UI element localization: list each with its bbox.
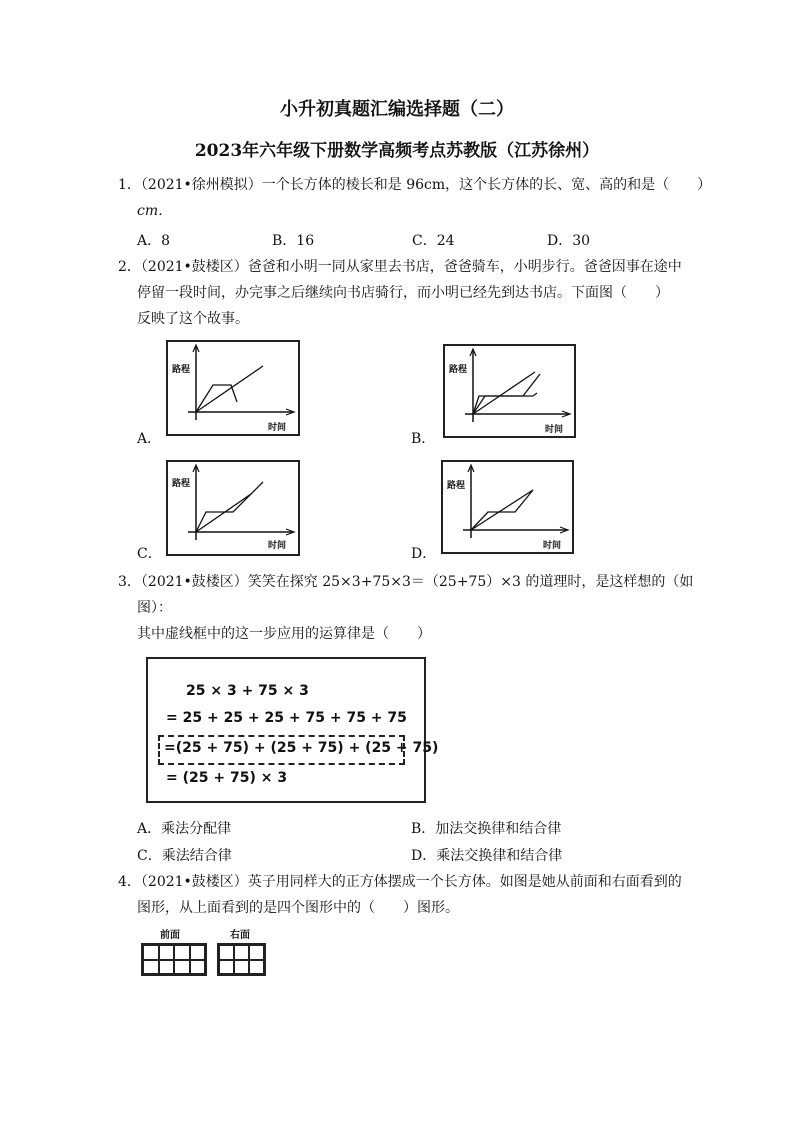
graph-c-plot [168, 462, 298, 554]
work-line-4: = (25 + 75) × 3 [166, 770, 288, 786]
graph-y-label: 路程 [449, 365, 468, 375]
question-2-option-c[interactable]: C． [137, 546, 162, 562]
question-1-option-c[interactable]: C．24 [412, 233, 455, 249]
question-3-text-cont: 图）： [137, 600, 172, 616]
question-2-option-b[interactable]: B． [411, 431, 436, 447]
question-2-text: 2．（2021•鼓楼区）爸爸和小明一同从家里去书店，爸爸骑车，小明步行。爸爸因事在途中 [118, 259, 682, 275]
graph-option-c[interactable] [166, 460, 300, 556]
work-line-3: =(25 + 75) + (25 + 75) + (25 + 75) [164, 740, 439, 756]
question-3-option-b[interactable]: B．加法交换律和结合律 [411, 821, 562, 837]
question-1-option-a[interactable]: A．8 [137, 233, 171, 249]
graph-b-plot [445, 346, 574, 436]
right-view-grid [217, 943, 266, 976]
question-3-option-d[interactable]: D．乘法交换律和结合律 [411, 848, 563, 864]
graph-y-label: 路程 [172, 365, 191, 375]
graph-x-label: 时间 [268, 541, 287, 551]
question-3-option-c[interactable]: C．乘法结合律 [137, 848, 232, 864]
front-view-grid [141, 943, 207, 976]
question-2-text-cont: 停留一段时间，办完事之后继续向书店骑行，而小明已经先到达书店。下面图（ ） [137, 285, 669, 301]
question-3-text: 3．（2021•鼓楼区）笑笑在探究 25×3+75×3＝（25+75）×3 的道理时，是这样想的（如 [118, 574, 694, 590]
page-subtitle: 2023年六年级下册数学高频考点苏教版（江苏徐州） [194, 141, 600, 161]
graph-a-plot [168, 342, 298, 434]
question-4-text: 4．（2021•鼓楼区）英子用同样大的正方体摆成一个长方体。如图是她从前面和右面看到的 [118, 874, 682, 890]
question-4-text-cont: 图形，从上面看到的是四个图形中的（ ）图形。 [137, 900, 459, 916]
graph-y-label: 路程 [172, 479, 191, 489]
work-line-2: = 25 + 25 + 25 + 75 + 75 + 75 [166, 710, 407, 726]
work-line-1: 25 × 3 + 75 × 3 [186, 683, 309, 699]
graph-x-label: 时间 [268, 423, 287, 433]
handwritten-work-box [146, 657, 439, 803]
question-1-text: 1．（2021•徐州模拟）一个长方体的棱长和是 96cm，这个长方体的长、宽、高的和是（ ） [118, 177, 712, 193]
page-title: 小升初真题汇编选择题（二） [280, 99, 514, 120]
question-3-text-cont2: 其中虚线框中的这一步应用的运算律是（ ） [137, 626, 431, 642]
question-2-option-a[interactable]: A． [137, 431, 162, 447]
graph-y-label: 路程 [447, 481, 466, 491]
graph-d-plot [443, 462, 572, 552]
front-view-label: 前面 [160, 930, 180, 941]
question-1-option-b[interactable]: B．16 [272, 233, 315, 249]
question-3-option-a[interactable]: A．乘法分配律 [137, 821, 232, 837]
question-1-text-cont: cm． [137, 203, 173, 219]
question-1-option-d[interactable]: D．30 [547, 233, 591, 249]
graph-option-b[interactable] [443, 344, 576, 438]
graph-x-label: 时间 [545, 425, 564, 435]
graph-option-a[interactable] [166, 340, 300, 436]
question-2-text-cont2: 反映了这个故事。 [137, 311, 249, 327]
graph-option-d[interactable] [441, 460, 574, 554]
right-view-label: 右面 [230, 930, 250, 941]
question-2-option-d[interactable]: D． [411, 546, 437, 562]
graph-x-label: 时间 [543, 541, 562, 551]
